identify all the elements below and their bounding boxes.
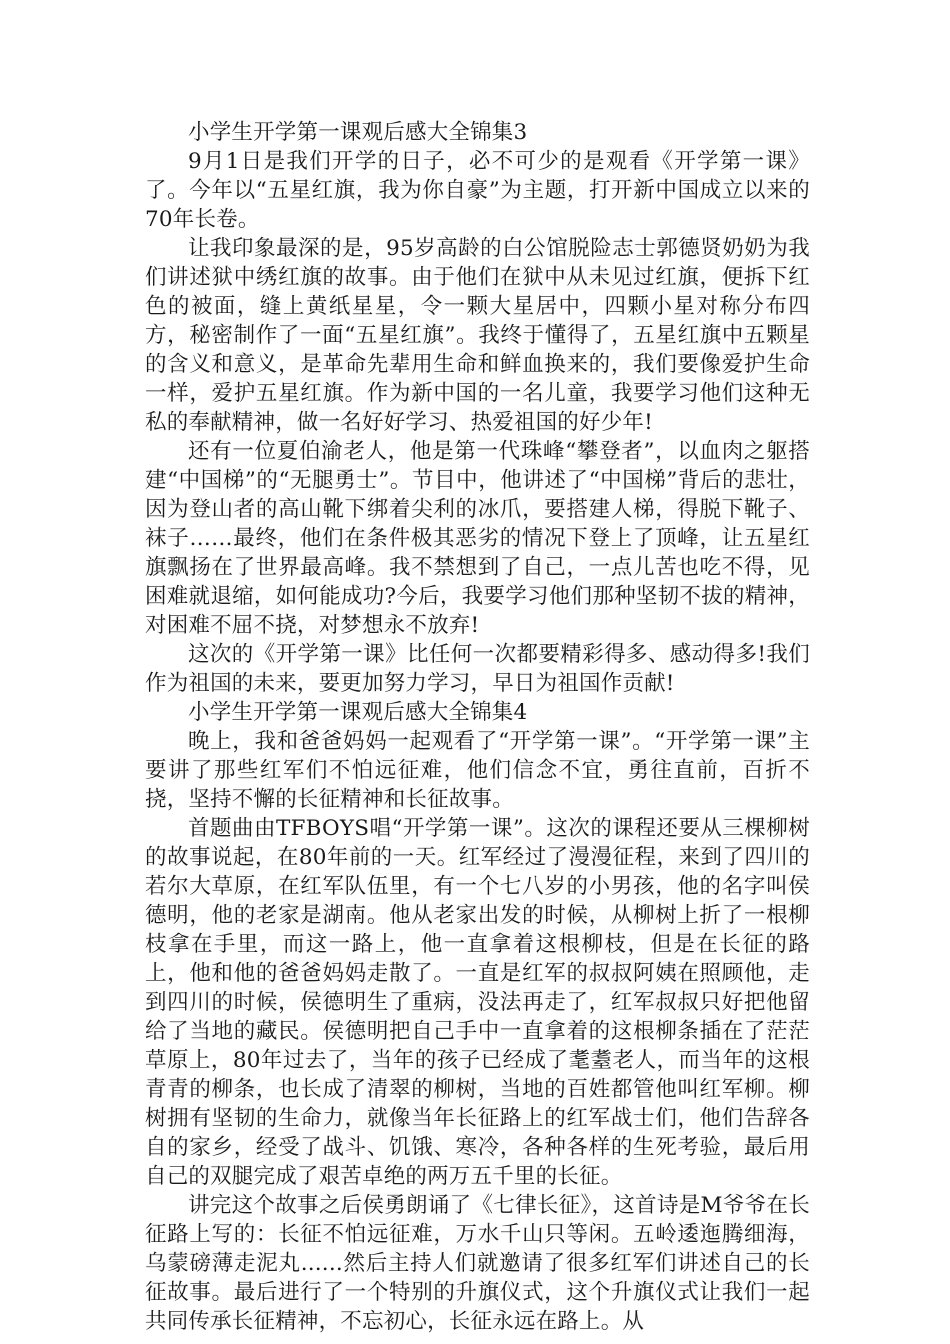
body-paragraph: 首题曲由TFBOYS唱“开学第一课”。这次的课程还要从三棵柳树的故事说起，在80年前的一天。红军经过了漫漫征程，来到了四川的若尔大草原，在红军队伍里，有一个七八岁的小男孩，他的名字叫侯德明，他的老家是湖南。他从老家出发的时候，从柳树上折了一根柳枝拿在手里，而这一路上，他一直拿着这根柳枝，但是在长征的路上，他和他的爸爸妈妈走散了。一直是红军的叔叔阿姨在照顾他，走到四川的时候，侯德明生了重病，没法再走了，红军叔叔只好把他留给了当地的藏民。侯德明把自己手中一直拿着的这根柳条插在了茫茫草原上，80年过去了，当年的孩子已经成了耄耋老人，而当年的这根青青的柳条，也长成了清翠的柳树，当地的百姓都管他叫红军柳。柳树拥有坚韧的生命力，就像当年长征路上的红军战士们，他们告辞各自的家乡，经受了战斗、饥饿、寒冷，各种各样的生死考验，最后用自己的双腿完成了艰苦卓绝的两万五千里的长征。 — [145, 816, 810, 1189]
body-paragraph: 讲完这个故事之后侯勇朗诵了《七律长征》，这首诗是M爷爷在长征路上写的：长征不怕远征难，万水千山只等闲。五岭逶迤腾细海，乌蒙磅薄走泥丸......然后主持人们就邀请了很多红军们讲述自己的长征故事。最后进行了一个特别的升旗仪式，这个升旗仪式让我们一起共同传承长征精神，不忘初心，长征永远在路上。从 — [145, 1193, 810, 1334]
body-paragraph: 这次的《开学第一课》比任何一次都要精彩得多、感动得多!我们作为祖国的未来，要更加努力学习，早日为祖国作贡献! — [145, 642, 810, 696]
body-paragraph: 还有一位夏伯渝老人，他是第一代珠峰“攀登者”，以血肉之躯搭建“中国梯”的“无腿勇士”。节目中，他讲述了“中国梯”背后的悲壮，因为登山者的高山靴下绑着尖利的冰爪，要搭建人梯，得脱下靴子、袜子……最终，他们在条件极其恶劣的情况下登上了顶峰，让五星红旗飘扬在了世界最高峰。我不禁想到了自己，一点儿苦也吃不得，见困难就退缩，如何能成功?今后，我要学习他们那种坚韧不拔的精神，对困难不屈不挠，对梦想永不放弃! — [145, 439, 810, 638]
section-heading: 小学生开学第一课观后感大全锦集3 — [188, 120, 528, 145]
body-paragraph: 晚上，我和爸爸妈妈一起观看了“开学第一课”。“开学第一课”主要讲了那些红军们不怕远征难，他们信念不宜，勇往直前，百折不挠，坚持不懈的长征精神和长征故事。 — [145, 729, 810, 812]
body-paragraph: 让我印象最深的是，95岁高龄的白公馆脱险志士郭德贤奶奶为我们讲述狱中绣红旗的故事。由于他们在狱中从未见过红旗，便拆下红色的被面，缝上黄纸星星，令一颗大星居中，四颗小星对称分布四方，秘密制作了一面“五星红旗”。我终于懂得了，五星红旗中五颗星的含义和意义，是革命先辈用生命和鲜血换来的，我们要像爱护生命一样，爱护五星红旗。作为新中国的一名儿童，我要学习他们这种无私的奉献精神，做一名好好学习、热爱祖国的好少年! — [145, 236, 810, 435]
document-body — [145, 118, 810, 1336]
section-heading: 小学生开学第一课观后感大全锦集4 — [188, 700, 528, 725]
body-paragraph: 9月1日是我们开学的日子，必不可少的是观看《开学第一课》了。今年以“五星红旗，我为你自豪”为主题，打开新中国成立以来的70年长卷。 — [145, 149, 810, 232]
